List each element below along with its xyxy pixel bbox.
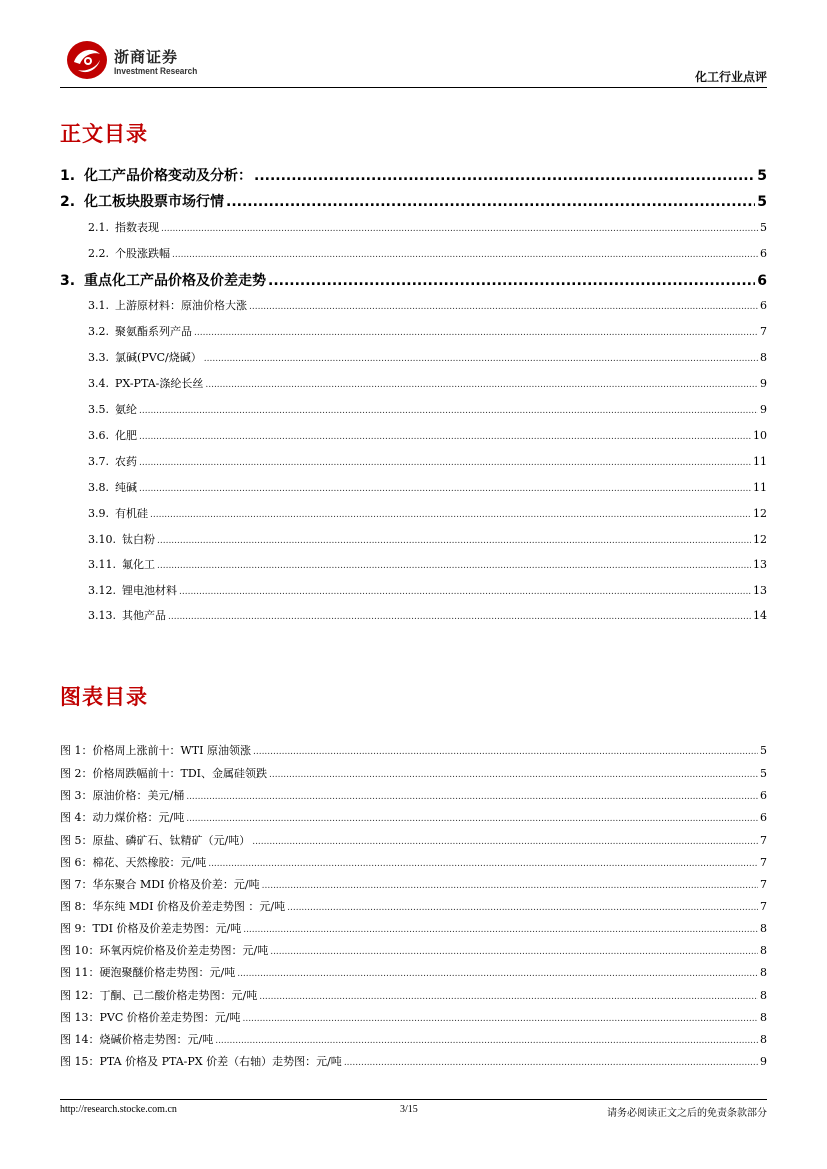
figure-entry-text: 图 14：烧碱价格走势图：元/吨	[60, 1033, 214, 1046]
leader-dots	[139, 458, 751, 468]
toc-entry-page: 9	[760, 403, 767, 416]
toc-entry-number: 3.13.	[88, 609, 116, 622]
toc-entry-3-6[interactable]	[88, 427, 767, 443]
toc-entry-number: 3.5.	[88, 403, 109, 416]
toc-entry-page: 12	[753, 533, 767, 546]
toc-entry-3-5[interactable]	[88, 401, 767, 417]
toc-entry-text: 农药	[115, 455, 137, 468]
figure-entry-text: 图 10：环氧丙烷价格及价差走势图：元/吨	[60, 944, 269, 957]
brand-name-cn: 浙商证券	[114, 48, 179, 66]
toc-entry-page: 11	[753, 455, 767, 468]
toc-entry-page: 9	[760, 377, 767, 390]
figure-entry-13[interactable]	[60, 1009, 767, 1025]
toc-entry-text: 聚氨酯系列产品	[115, 325, 192, 338]
toc-entry-2-2[interactable]	[88, 245, 767, 261]
toc-entry-number: 3.4.	[88, 377, 109, 390]
toc-entry-text: 钛白粉	[122, 533, 155, 546]
figure-entry-8[interactable]	[60, 898, 767, 914]
leader-dots	[215, 1036, 758, 1046]
toc-entry-number: 3.6.	[88, 429, 109, 442]
toc-entry-2-1[interactable]	[88, 219, 767, 235]
toc-entry-number: 1.	[60, 168, 76, 184]
toc-entry-text: 个股涨跌幅	[115, 247, 170, 260]
figure-entry-6[interactable]	[60, 854, 767, 870]
figure-entry-page: 8	[760, 989, 767, 1002]
toc-entry-page: 5	[757, 168, 767, 184]
toc-entry-text: 其他产品	[122, 609, 166, 622]
leader-dots	[186, 814, 758, 824]
leader-dots	[249, 302, 758, 312]
toc-entry-page: 10	[753, 429, 767, 442]
toc-entry-text: 化肥	[115, 429, 137, 442]
toc-entry-number: 3.3.	[88, 351, 109, 364]
toc-entry-page: 6	[760, 247, 767, 260]
toc-entry-number: 3.10.	[88, 533, 116, 546]
figure-entry-text: 图 8：华东纯 MDI 价格及价差走势图 ：元/吨	[60, 900, 286, 913]
leader-dots	[208, 859, 758, 869]
leader-dots	[161, 224, 758, 234]
footer-page-number: 3/15	[400, 1104, 418, 1115]
figure-entry-15[interactable]	[60, 1053, 767, 1069]
figure-entry-page: 8	[760, 1033, 767, 1046]
figure-entry-text: 图 2：价格周跌幅前十：TDI、金属硅领跌	[60, 767, 267, 780]
leader-dots	[179, 587, 751, 597]
leader-dots	[150, 510, 751, 520]
figure-entry-page: 8	[760, 966, 767, 979]
toc-entry-text: 上游原材料：原油价格大涨	[115, 299, 247, 312]
toc-entry-text: 指数表现	[115, 221, 159, 234]
toc-entry-page: 8	[760, 351, 767, 364]
figure-entry-text: 图 13：PVC 价格价差走势图：元/吨	[60, 1011, 241, 1024]
leader-dots	[253, 747, 758, 757]
figure-entry-page: 9	[760, 1055, 767, 1068]
leader-dots	[262, 881, 758, 891]
leader-dots	[268, 273, 755, 289]
toc-entry-3-3[interactable]	[88, 349, 767, 365]
leader-dots	[186, 792, 758, 802]
toc-entry-text: 锂电池材料	[122, 584, 177, 597]
leader-dots	[254, 168, 755, 184]
leader-dots	[139, 432, 751, 442]
figure-entry-text: 图 7：华东聚合 MDI 价格及价差：元/吨	[60, 878, 260, 891]
figure-entry-text: 图 5：原盐、磷矿石、钛精矿（元/吨）	[60, 834, 251, 847]
figure-entry-7[interactable]	[60, 876, 767, 892]
toc-title: 正文目录	[60, 122, 148, 146]
report-type-label: 化工行业点评	[694, 70, 767, 84]
toc-entry-number: 3.11.	[88, 558, 116, 571]
toc-entry-number: 2.1.	[88, 221, 109, 234]
figure-entry-5[interactable]	[60, 832, 767, 848]
figure-entry-page: 5	[760, 744, 767, 757]
leader-dots	[242, 1014, 758, 1024]
toc-entry-text: 化工产品价格变动及分析：	[84, 168, 252, 184]
leader-dots	[205, 380, 758, 390]
figure-entry-text: 图 15：PTA 价格及 PTA-PX 价差（右轴）走势图：元/吨	[60, 1055, 342, 1068]
toc-entry-page: 11	[753, 481, 767, 494]
toc-entry-text: 纯碱	[115, 481, 137, 494]
figure-entry-text: 图 11：硬泡聚醚价格走势图：元/吨	[60, 966, 236, 979]
figure-entry-3[interactable]	[60, 787, 767, 803]
toc-entry-page: 13	[753, 558, 767, 571]
toc-entry-number: 3.	[60, 273, 76, 289]
figure-entry-text: 图 4：动力煤价格：元/吨	[60, 811, 185, 824]
toc-entry-3[interactable]	[60, 270, 767, 290]
zheshang-logo-icon	[66, 40, 108, 80]
leader-dots	[259, 992, 758, 1002]
leader-dots	[270, 947, 758, 957]
toc-entry-text: 氨纶	[115, 403, 137, 416]
leader-dots	[344, 1058, 758, 1068]
brand-name-en: Investment Research	[114, 66, 198, 76]
toc-entry-text: 氯碱(PVC/烧碱）	[115, 351, 202, 364]
toc-entry-text: 氟化工	[122, 558, 155, 571]
toc-entry-1[interactable]	[60, 165, 767, 185]
leader-dots	[157, 561, 751, 571]
toc-entry-number: 2.2.	[88, 247, 109, 260]
page-header	[60, 36, 767, 88]
figure-entry-12[interactable]	[60, 987, 767, 1003]
toc-entry-3-10[interactable]	[88, 531, 767, 547]
toc-entry-number: 2.	[60, 194, 76, 210]
toc-entry-page: 5	[760, 221, 767, 234]
figure-entry-page: 7	[760, 856, 767, 869]
toc-entry-text: 重点化工产品价格及价差走势	[84, 273, 266, 289]
leader-dots	[204, 354, 758, 364]
footer-url-link[interactable]: http://research.stocke.com.cn	[60, 1104, 177, 1115]
leader-dots	[157, 536, 751, 546]
figure-entry-text: 图 3：原油价格：美元/桶	[60, 789, 185, 802]
leader-dots	[237, 969, 758, 979]
toc-entry-page: 7	[760, 325, 767, 338]
toc-entry-3-13[interactable]	[88, 607, 767, 623]
leader-dots	[252, 837, 758, 847]
figure-entry-text: 图 1：价格周上涨前十：WTI 原油领涨	[60, 744, 251, 757]
figure-entry-page: 7	[760, 834, 767, 847]
toc-entry-page: 5	[757, 194, 767, 210]
toc-entry-number: 3.9.	[88, 507, 109, 520]
figure-entry-4[interactable]	[60, 809, 767, 825]
figure-entry-text: 图 6：棉花、天然橡胶：元/吨	[60, 856, 207, 869]
toc-entry-text: 化工板块股票市场行情	[84, 194, 224, 210]
toc-entry-number: 3.7.	[88, 455, 109, 468]
toc-entry-3-9[interactable]	[88, 505, 767, 521]
leader-dots	[194, 328, 758, 338]
toc-entry-2[interactable]	[60, 191, 767, 211]
leader-dots	[139, 406, 758, 416]
toc-entry-page: 6	[760, 299, 767, 312]
toc-entry-number: 3.12.	[88, 584, 116, 597]
toc-entry-3-4[interactable]	[88, 375, 767, 391]
figure-entry-page: 6	[760, 789, 767, 802]
toc-entry-page: 12	[753, 507, 767, 520]
figure-entry-1[interactable]	[60, 742, 767, 758]
figure-entry-14[interactable]	[60, 1031, 767, 1047]
toc-entry-3-1[interactable]	[88, 297, 767, 313]
toc-entry-text: PX-PTA-涤纶长丝	[115, 377, 204, 390]
toc-entry-3-12[interactable]	[88, 582, 767, 598]
footer-divider	[60, 1099, 767, 1100]
figure-list-title: 图表目录	[60, 685, 148, 709]
toc-entry-number: 3.1.	[88, 299, 109, 312]
toc-entry-3-2[interactable]	[88, 323, 767, 339]
toc-entry-3-7[interactable]	[88, 453, 767, 469]
leader-dots	[168, 612, 751, 622]
toc-entry-text: 有机硅	[115, 507, 148, 520]
figure-entry-page: 7	[760, 878, 767, 891]
toc-entry-page: 14	[753, 609, 767, 622]
figure-entry-2[interactable]	[60, 765, 767, 781]
toc-entry-3-8[interactable]	[88, 479, 767, 495]
figure-entry-page: 8	[760, 1011, 767, 1024]
leader-dots	[226, 194, 755, 210]
footer-disclaimer-note: 请务必阅读正文之后的免责条款部分	[607, 1108, 767, 1119]
leader-dots	[269, 770, 758, 780]
header-divider	[60, 87, 767, 88]
toc-entry-number: 3.2.	[88, 325, 109, 338]
figure-entry-10[interactable]	[60, 942, 767, 958]
figure-entry-page: 8	[760, 922, 767, 935]
figure-entry-page: 7	[760, 900, 767, 913]
figure-entry-text: 图 12：丁酮、己二酸价格走势图：元/吨	[60, 989, 258, 1002]
leader-dots	[243, 925, 758, 935]
toc-entry-number: 3.8.	[88, 481, 109, 494]
leader-dots	[172, 250, 758, 260]
toc-entry-page: 6	[757, 273, 767, 289]
leader-dots	[139, 484, 751, 494]
toc-entry-page: 13	[753, 584, 767, 597]
figure-entry-11[interactable]	[60, 964, 767, 980]
toc-entry-3-11[interactable]	[88, 556, 767, 572]
figure-entry-9[interactable]	[60, 920, 767, 936]
leader-dots	[287, 903, 758, 913]
figure-entry-page: 5	[760, 767, 767, 780]
figure-entry-page: 6	[760, 811, 767, 824]
figure-entry-text: 图 9：TDI 价格及价差走势图：元/吨	[60, 922, 242, 935]
figure-entry-page: 8	[760, 944, 767, 957]
